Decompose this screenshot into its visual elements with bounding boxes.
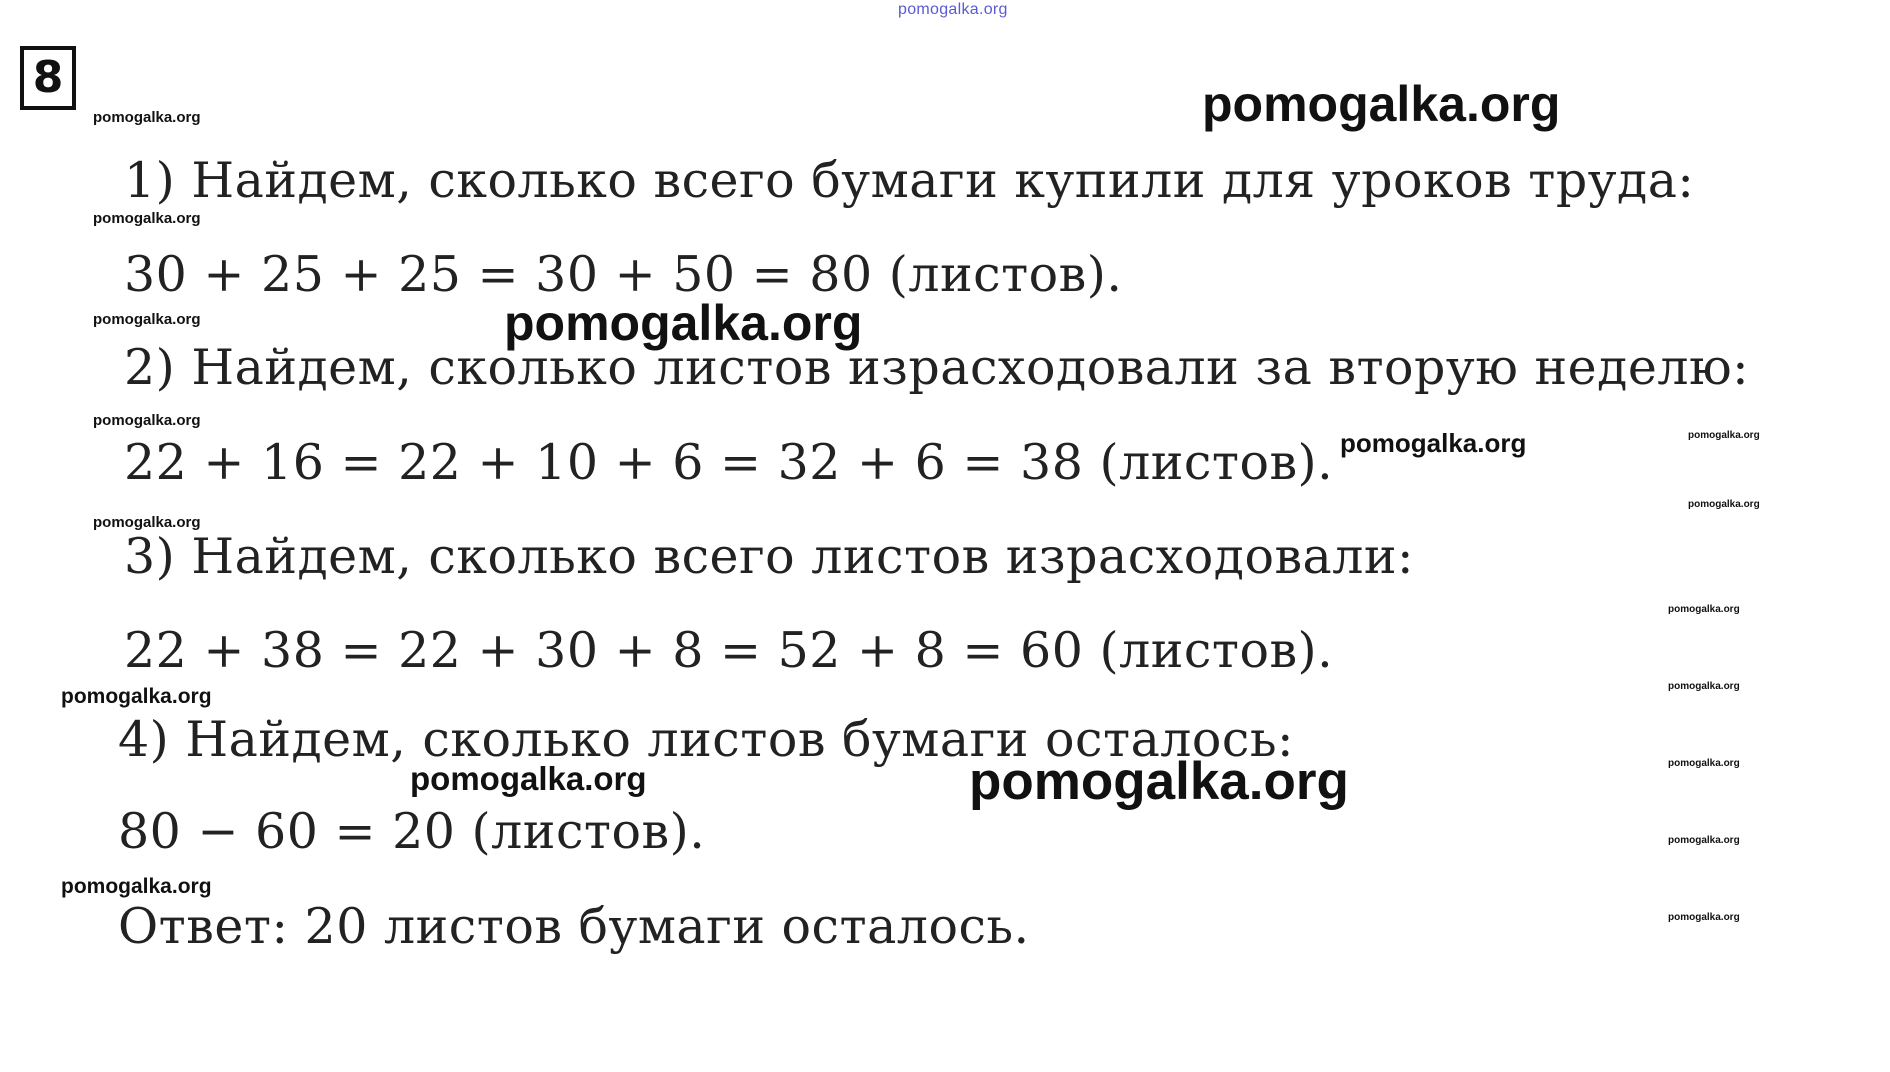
- answer-line: Ответ: 20 листов бумаги осталось.: [118, 898, 1030, 955]
- watermark-small-4: pomogalka.org: [93, 412, 201, 429]
- watermark-medium-1: pomogalka.org: [1340, 428, 1527, 458]
- watermark-small-2: pomogalka.org: [93, 210, 201, 227]
- watermark-small-1: pomogalka.org: [93, 109, 201, 126]
- step-2-calc: 22 + 16 = 22 + 10 + 6 = 32 + 6 = 38 (листов).: [124, 434, 1334, 491]
- step-1-text: 1) Найдем, сколько всего бумаги купили для уроков труда:: [124, 152, 1695, 209]
- watermark-tiny-6: pomogalka.org: [1668, 835, 1740, 846]
- task-number-badge: [20, 46, 76, 110]
- watermark-tiny-4: pomogalka.org: [1668, 681, 1740, 692]
- watermark-small-3: pomogalka.org: [93, 311, 201, 328]
- step-3-text: 3) Найдем, сколько всего листов израсходовали:: [124, 528, 1415, 585]
- step-2-text: 2) Найдем, сколько листов израсходовали за вторую неделю:: [124, 339, 1750, 396]
- watermark-small-5: pomogalka.org: [93, 514, 201, 531]
- watermark-small-6: pomogalka.org: [61, 685, 212, 708]
- watermark-tiny-5: pomogalka.org: [1668, 758, 1740, 769]
- watermark-small-7: pomogalka.org: [61, 875, 212, 898]
- watermark-tiny-2: pomogalka.org: [1688, 499, 1760, 510]
- watermark-tiny-3: pomogalka.org: [1668, 604, 1740, 615]
- watermark-large-3: pomogalka.org: [969, 752, 1349, 811]
- watermark-large-2: pomogalka.org: [504, 295, 863, 351]
- step-3-calc: 22 + 38 = 22 + 30 + 8 = 52 + 8 = 60 (листов).: [124, 622, 1334, 679]
- watermark-tiny-1: pomogalka.org: [1688, 430, 1760, 441]
- header-watermark: pomogalka.org: [898, 1, 1008, 18]
- watermark-medium-2: pomogalka.org: [410, 760, 647, 797]
- watermark-tiny-7: pomogalka.org: [1668, 912, 1740, 923]
- step-4-calc: 80 − 60 = 20 (листов).: [118, 803, 706, 860]
- task-number: 8: [32, 52, 64, 103]
- step-1-calc: 30 + 25 + 25 = 30 + 50 = 80 (листов).: [124, 246, 1123, 303]
- watermark-large-1: pomogalka.org: [1202, 76, 1561, 132]
- step-4-text: 4) Найдем, сколько листов бумаги осталось:: [118, 711, 1295, 768]
